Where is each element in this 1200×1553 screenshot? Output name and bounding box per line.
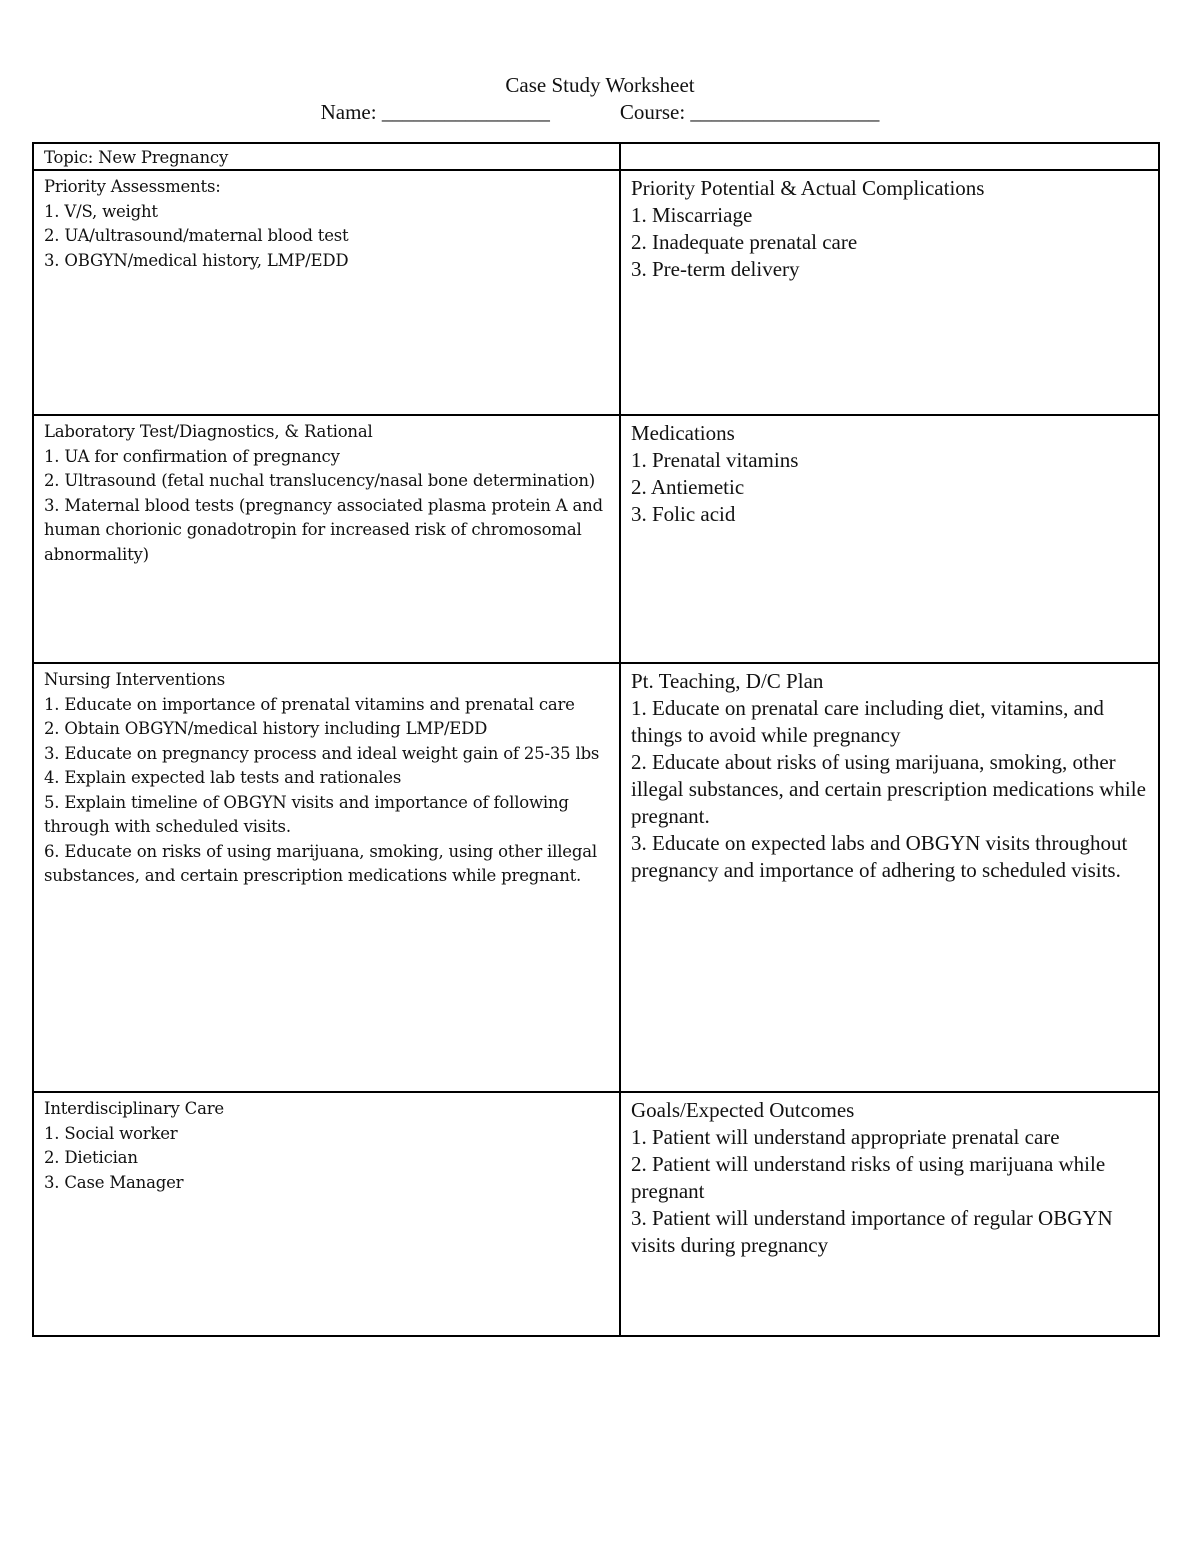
worksheet-table [32, 142, 1160, 1337]
course-field[interactable]: Course: __________________ [619, 100, 880, 124]
section-heading: Goals/Expected Outcomes [631, 1098, 855, 1122]
name-field[interactable]: Name: ________________ [320, 100, 550, 124]
list-item: 2. Patient will understand risks of using marijuana while pregnant [631, 1152, 1106, 1203]
section-heading: Pt. Teaching, D/C Plan [631, 669, 824, 693]
teaching-cell [621, 664, 1158, 1093]
list-item: 4. Explain expected lab tests and rationales [44, 768, 402, 787]
list-item: 2. Antiemetic [631, 475, 745, 499]
section-heading: Priority Potential & Actual Complications [631, 176, 985, 200]
list-item: 1. Prenatal vitamins [631, 448, 799, 472]
list-item: 3. OBGYN/medical history, LMP/EDD [44, 250, 349, 270]
complications-cell [621, 171, 1158, 416]
list-item: 1. Educate on prenatal care including diet, vitamins, and things to avoid while pregnancy [631, 696, 1104, 747]
section-heading: Priority Assessments: [44, 177, 221, 196]
list-item: 2. Dietician [44, 1148, 138, 1167]
nursing-interventions-cell [34, 664, 621, 1093]
section-heading: Medications [631, 421, 735, 445]
list-item: 1. V/S, weight [44, 201, 158, 221]
list-item: 2. Educate about risks of using marijuana, smoking, other illegal substances, and certain prescription medications while pregnant. [631, 750, 1146, 828]
list-item: 3. Case Manager [44, 1172, 184, 1192]
worksheet-title: Case Study Worksheet [505, 73, 695, 97]
name-course-row [0, 99, 1200, 126]
list-item: 3. Educate on pregnancy process and ideal weight gain of 25-35 lbs [44, 743, 600, 763]
topic-cell [34, 144, 621, 171]
list-item: 1. Miscarriage [631, 203, 753, 227]
list-item: 1. UA for confirmation of pregnancy [44, 446, 340, 466]
section-heading: Laboratory Test/Diagnostics, & Rational [44, 422, 373, 441]
list-item: 2. Ultrasound (fetal nuchal translucency/nasal bone determination) [44, 471, 595, 490]
list-item: 1. Educate on importance of prenatal vitamins and prenatal care [44, 694, 575, 714]
list-item: 1. Social worker [44, 1123, 178, 1143]
worksheet-header [0, 72, 1200, 126]
interdisciplinary-cell [34, 1093, 621, 1335]
list-item: 1. Patient will understand appropriate prenatal care [631, 1125, 1060, 1149]
list-item: 3. Pre-term delivery [631, 257, 800, 281]
section-heading: Interdisciplinary Care [44, 1099, 225, 1118]
list-item: 3. Patient will understand importance of regular OBGYN visits during pregnancy [631, 1206, 1113, 1257]
topic-text: Topic: New Pregnancy [44, 148, 229, 167]
priority-assessments-cell [34, 171, 621, 416]
lab-tests-cell [34, 416, 621, 664]
list-item: 3. Maternal blood tests (pregnancy associated plasma protein A and human chorionic gonadotropin for increased risk of chromosomal abnormality) [44, 495, 603, 564]
medications-cell [621, 416, 1158, 664]
topic-right-cell [621, 144, 1158, 171]
list-item: 2. Obtain OBGYN/medical history including LMP/EDD [44, 719, 488, 738]
list-item: 2. Inadequate prenatal care [631, 230, 858, 254]
list-item: 3. Folic acid [631, 502, 736, 526]
list-item: 3. Educate on expected labs and OBGYN visits throughout pregnancy and importance of adhering to scheduled visits. [631, 831, 1128, 882]
list-item: 6. Educate on risks of using marijuana, smoking, using other illegal substances, and certain prescription medications while pregnant. [44, 841, 597, 885]
goals-cell [621, 1093, 1158, 1335]
list-item: 5. Explain timeline of OBGYN visits and importance of following through with scheduled visits. [44, 792, 569, 836]
section-heading: Nursing Interventions [44, 670, 226, 689]
list-item: 2. UA/ultrasound/maternal blood test [44, 226, 349, 245]
